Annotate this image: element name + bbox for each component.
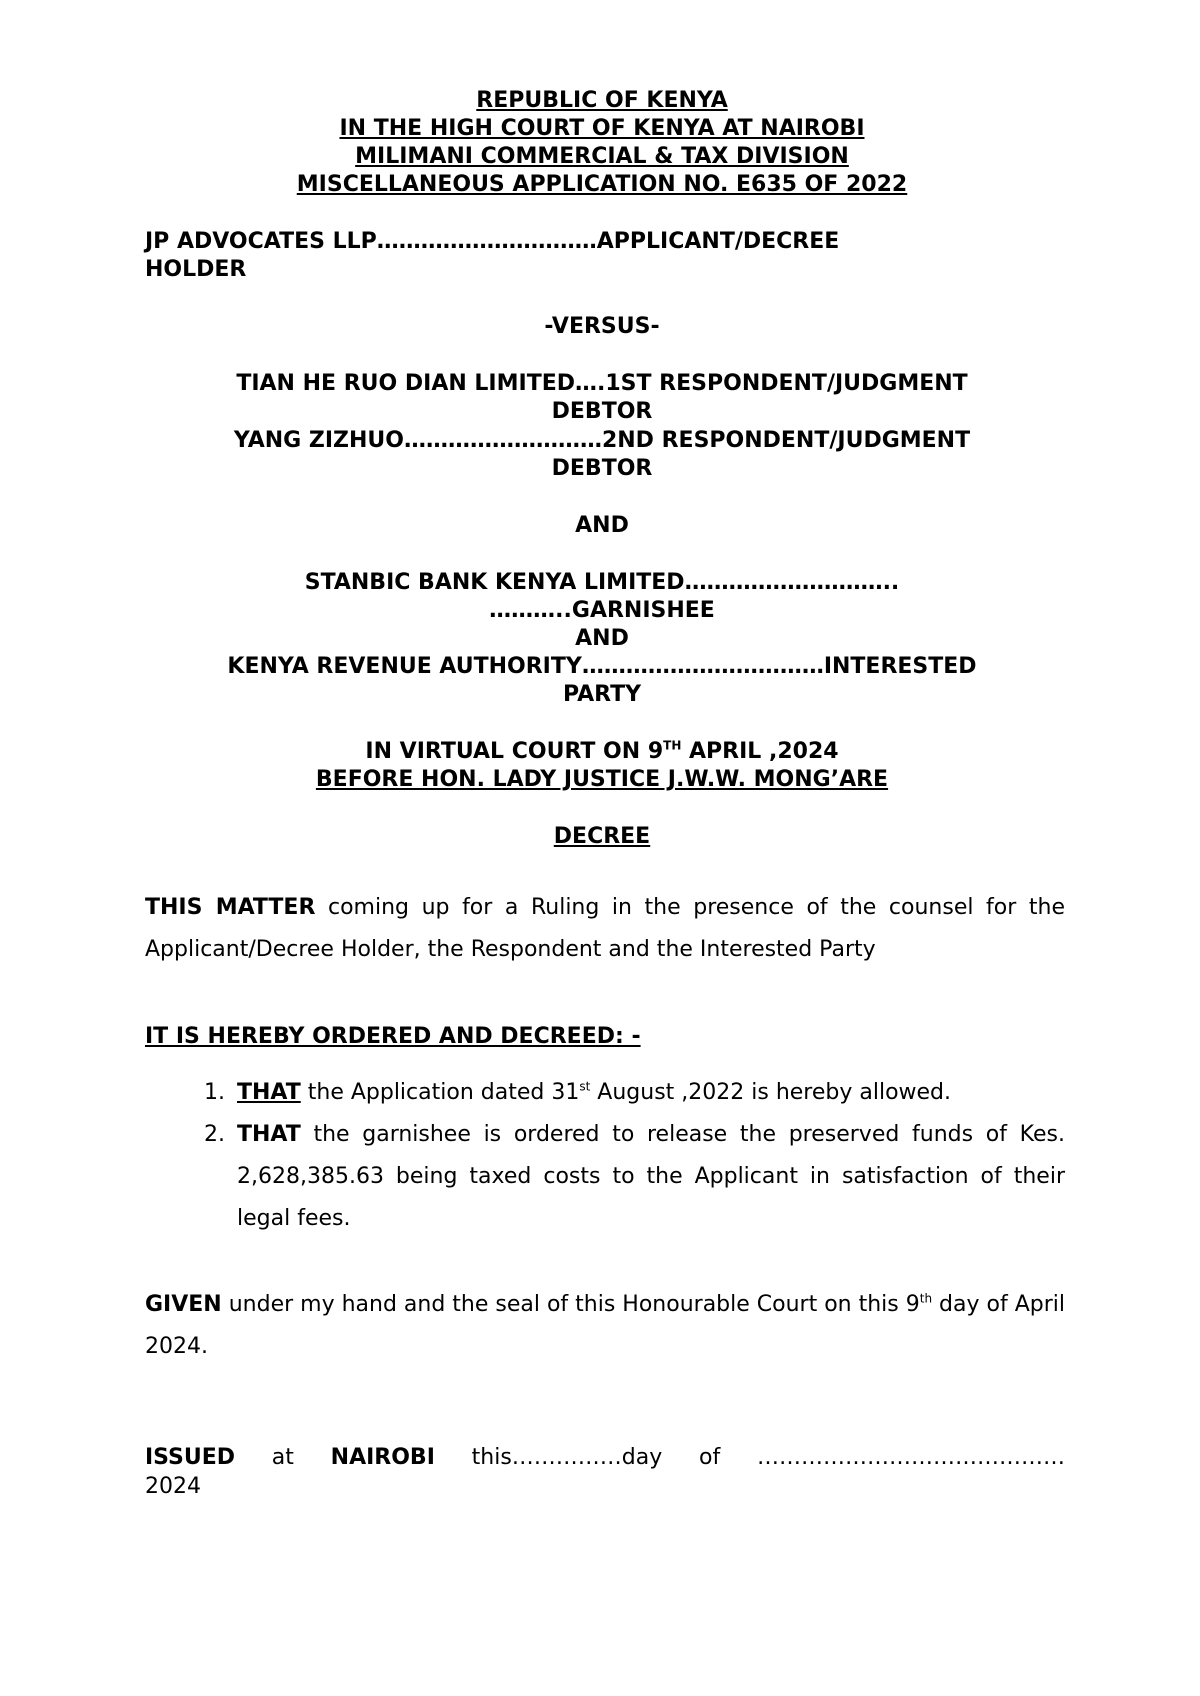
respondent-1-role: 1ST RESPONDENT/JUDGMENT xyxy=(605,371,968,396)
interested-party-line xyxy=(135,653,1069,681)
matter-text: coming up for a Ruling in the presence of the counsel for the Applicant/Decree Holder, the Respondent and the Interested Party xyxy=(145,895,1065,962)
respondent-1-line xyxy=(135,370,1069,398)
order-1-number: 1. xyxy=(204,1080,225,1105)
garnishee-role-line xyxy=(135,597,1069,625)
interested-party-dots: …………………………… xyxy=(581,654,824,679)
order-1-text-a: the Application dated 31 xyxy=(300,1080,580,1105)
applicant-role-continued: HOLDER xyxy=(145,257,247,282)
respondent-1-role-continued: DEBTOR xyxy=(551,399,653,424)
garnishee-role: GARNISHEE xyxy=(571,598,715,623)
order-1-lead: THAT xyxy=(237,1080,301,1105)
orders-heading: IT IS HEREBY ORDERED AND DECREED: - xyxy=(145,1024,641,1049)
garnishee-name: STANBIC BANK KENYA LIMITED xyxy=(304,570,685,595)
interested-party-role: INTERESTED xyxy=(823,654,977,679)
issued-year: 2024 xyxy=(145,1474,201,1499)
given-text-b: day of April 2024. xyxy=(145,1292,1065,1359)
virtual-court-date-suffix: TH xyxy=(663,738,682,753)
interested-party-role-continued: PARTY xyxy=(562,682,642,707)
order-2-number: 2. xyxy=(204,1122,225,1147)
applicant-role: APPLICANT/DECREE xyxy=(596,229,840,254)
respondent-1-dots: …. xyxy=(575,371,606,396)
judge-line: BEFORE HON. LADY JUSTICE J.W.W. MONG’ARE xyxy=(315,767,889,792)
issued-lead: ISSUED xyxy=(145,1445,236,1470)
given-sup: th xyxy=(919,1291,933,1306)
interested-party-name: KENYA REVENUE AUTHORITY xyxy=(227,654,582,679)
respondent-2-role-continued: DEBTOR xyxy=(551,456,653,481)
order-1-sup: st xyxy=(579,1079,591,1094)
and-separator-2: AND xyxy=(575,626,629,651)
header-court: IN THE HIGH COURT OF KENYA AT NAIROBI xyxy=(339,116,865,141)
applicant-dots: ………………………… xyxy=(376,229,597,254)
given-text-a: under my hand and the seal of this Honourable Court on this 9 xyxy=(221,1292,920,1317)
and-separator-1: AND xyxy=(575,513,629,538)
order-item-1 xyxy=(145,1072,1065,1114)
page-title: DECREE xyxy=(553,824,651,849)
versus-label: -VERSUS- xyxy=(544,314,660,339)
virtual-court-date: APRIL ,2024 xyxy=(681,739,839,764)
applicant-name: JP ADVOCATES LLP xyxy=(145,229,377,254)
virtual-court-text: IN VIRTUAL COURT ON 9 xyxy=(365,739,664,764)
respondent-2-dots: ……………………… xyxy=(403,428,602,453)
order-2-text: the garnishee is ordered to release the preserved funds of Kes. 2,628,385.63 being taxed costs to the Applicant in satisfaction of their legal fees. xyxy=(237,1122,1065,1231)
issued-line xyxy=(145,1444,1065,1472)
header-division: MILIMANI COMMERCIAL & TAX DIVISION xyxy=(355,144,849,169)
issued-of: of xyxy=(699,1445,721,1470)
issued-place: NAIROBI xyxy=(330,1445,435,1470)
matter-paragraph xyxy=(145,887,1065,971)
given-paragraph xyxy=(145,1284,1065,1368)
virtual-court-line xyxy=(135,738,1069,766)
order-item-2 xyxy=(145,1114,1065,1240)
issued-this-day: this……………day xyxy=(471,1445,663,1470)
order-1-text-b: August ,2022 is hereby allowed. xyxy=(590,1080,952,1105)
issued-at: at xyxy=(271,1445,294,1470)
applicant-line xyxy=(145,228,1065,256)
respondent-2-line xyxy=(135,427,1069,455)
garnishee-line xyxy=(135,569,1069,597)
garnishee-dots-continued: ……….. xyxy=(489,598,572,623)
order-2-lead: THAT xyxy=(237,1122,301,1147)
garnishee-dots: ……………………….. xyxy=(684,570,900,595)
header-case-number: MISCELLANEOUS APPLICATION NO. E635 OF 2022 xyxy=(296,172,908,197)
respondent-2-name: YANG ZIZHUO xyxy=(233,428,404,453)
respondent-1-name: TIAN HE RUO DIAN LIMITED xyxy=(236,371,575,396)
issued-dots: …………………………………… xyxy=(756,1445,1065,1470)
respondent-2-role: 2ND RESPONDENT/JUDGMENT xyxy=(601,428,971,453)
matter-lead: THIS MATTER xyxy=(145,895,316,920)
given-lead: GIVEN xyxy=(145,1292,222,1317)
header-republic: REPUBLIC OF KENYA xyxy=(476,88,728,113)
